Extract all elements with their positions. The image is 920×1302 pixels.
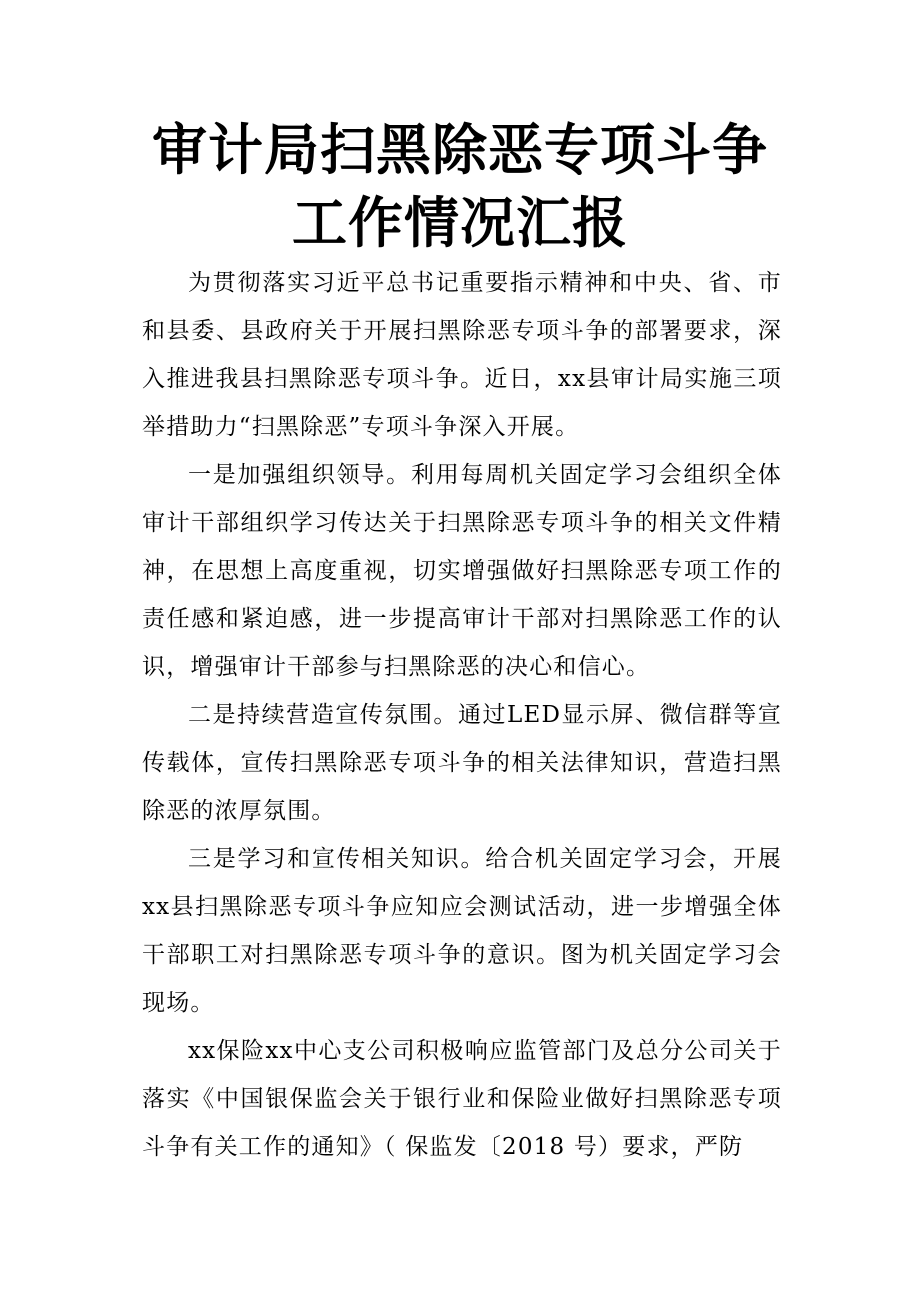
document-title-line-1: 审计局扫黑除恶专项斗争: [151, 118, 768, 182]
document-title-line-2: 工作情况汇报: [291, 191, 628, 255]
measure-three-paragraph: 三是学习和宣传相关知识。给合机关固定学习会，开展xx县扫黑除恶专项斗争应知应会测试活动，进一步增强全体干部职工对扫黑除恶专项斗争的意识。图为机关固定学习会现场。: [142, 846, 782, 1016]
measure-two-paragraph: 二是持续营造宣传氛围。通过LED显示屏、微信群等宣传载体，宣传扫黑除恶专项斗争的相关法律知识，营造扫黑除恶的浓厚氛围。: [142, 702, 782, 824]
intro-paragraph: 为贯彻落实习近平总书记重要指示精神和中央、省、市和县委、县政府关于开展扫黑除恶专项斗争的部署要求，深入推进我县扫黑除恶专项斗争。近日，xx县审计局实施三项举措助力“扫黑除恶”专项斗争深入开展。: [142, 270, 782, 440]
measure-one-paragraph: 一是加强组织领导。利用每周机关固定学习会组织全体审计干部组织学习传达关于扫黑除恶专项斗争的相关文件精神，在思想上高度重视，切实增强做好扫黑除恶专项工作的责任感和紧迫感，进一步提高审计干部对扫黑除恶工作的认识，增强审计干部参与扫黑除恶的决心和信心。: [142, 462, 782, 680]
insurance-paragraph: xx保险xx中心支公司积极响应监管部门及总分公司关于落实《中国银保监会关于银行业和保险业做好扫黑除恶专项斗争有关工作的通知》（ 保监发〔2018 号）要求，严防: [142, 1038, 782, 1160]
